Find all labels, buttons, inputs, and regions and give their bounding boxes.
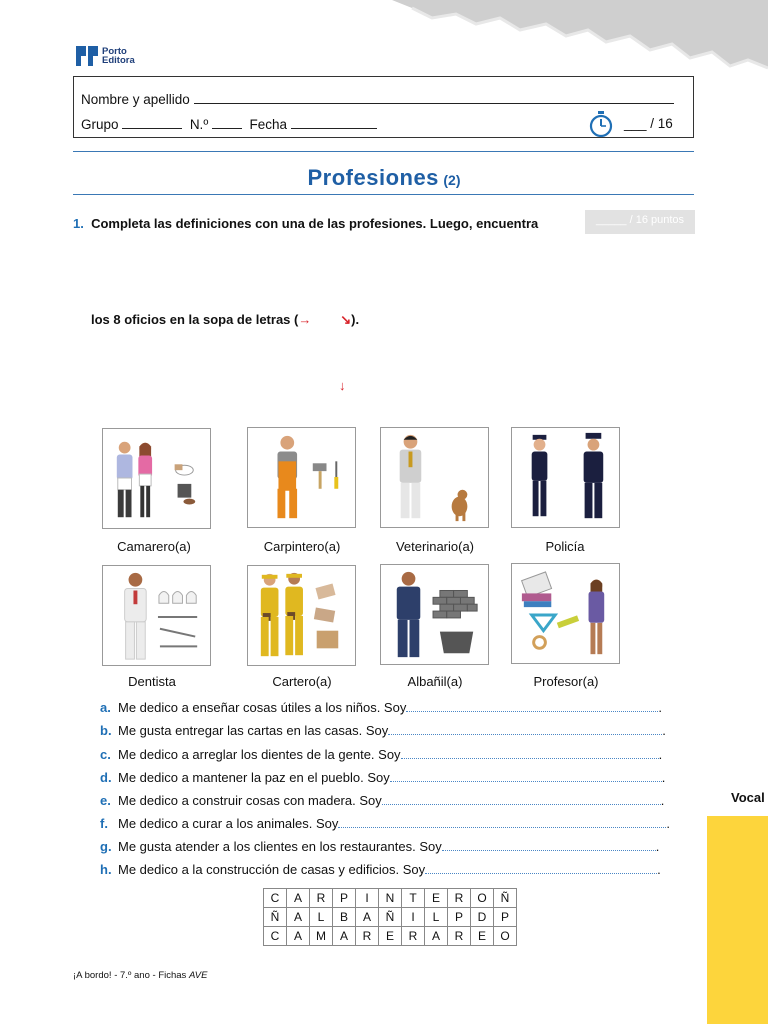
side-tab-label: Vocal: [731, 790, 765, 805]
label-dentista: Dentista: [128, 674, 176, 689]
answer-field-h[interactable]: [425, 862, 657, 874]
title-rule-bottom: [73, 194, 694, 195]
publisher-logo: [76, 46, 135, 66]
instruction-text-2: los 8 oficios en la sopa de letras (: [91, 312, 299, 327]
sentence-e: e. Me dedico a construir cosas con madera. Soy .: [100, 793, 665, 808]
footer-italic: AVE: [188, 970, 208, 981]
word-search-cell[interactable]: D: [471, 908, 494, 927]
date-label: Fecha: [249, 117, 288, 132]
card-bricklayer: [380, 564, 489, 665]
word-search-cell[interactable]: A: [356, 908, 379, 927]
veterinarian-icon: [381, 428, 488, 527]
side-tab: [707, 816, 768, 1024]
title-sub: (2): [443, 172, 461, 188]
group-field[interactable]: [122, 116, 182, 129]
word-search-cell[interactable]: E: [379, 927, 402, 946]
police-icon: [512, 428, 619, 527]
label-cartero: Cartero(a): [272, 674, 332, 689]
card-mail-carrier: [247, 565, 356, 666]
stopwatch-icon: [588, 110, 614, 138]
word-search-grid: [263, 888, 517, 946]
word-search-cell[interactable]: R: [402, 927, 425, 946]
arrow-right-icon: →: [298, 312, 312, 327]
name-label: Nombre y apellido: [81, 92, 190, 107]
sentence-f: f. Me dedico a curar a los animales. Soy .: [100, 816, 671, 831]
answer-field-b[interactable]: [388, 723, 662, 735]
word-search-cell[interactable]: C: [264, 889, 287, 908]
label-carpintero: Carpintero(a): [263, 539, 341, 554]
torn-paper-decoration: [0, 0, 768, 80]
label-albanil: Albañil(a): [407, 674, 463, 689]
waiters-icon: [103, 429, 210, 528]
word-search-cell[interactable]: A: [333, 927, 356, 946]
word-search-cell[interactable]: P: [333, 889, 356, 908]
word-search-cell[interactable]: A: [425, 927, 448, 946]
group-label: Grupo: [81, 117, 119, 132]
arrow-diagonal-icon: ↘: [340, 312, 352, 327]
instruction-text-1: Completa las definiciones con una de las profesiones. Luego, encuentra: [91, 216, 539, 231]
teacher-icon: [512, 564, 619, 663]
word-search-cell[interactable]: P: [448, 908, 471, 927]
word-search-cell[interactable]: R: [448, 927, 471, 946]
arrow-down-icon: ↓: [339, 378, 346, 393]
worksheet-title: [0, 165, 768, 191]
word-search-cell[interactable]: A: [287, 889, 310, 908]
sentence-a: a. Me dedico a enseñar cosas útiles a los niños. Soy .: [100, 700, 662, 715]
word-search-cell[interactable]: O: [494, 927, 517, 946]
word-search-cell[interactable]: L: [425, 908, 448, 927]
word-search-cell[interactable]: I: [402, 908, 425, 927]
sentence-d: d. Me dedico a mantener la paz en el pueblo. Soy .: [100, 770, 666, 785]
word-search-cell[interactable]: E: [425, 889, 448, 908]
footer-text: ¡A bordo! - 7.º ano - Fichas AVE: [73, 970, 208, 981]
title-main: Profesiones: [307, 165, 439, 190]
word-search-cell[interactable]: E: [471, 927, 494, 946]
word-search-cell[interactable]: I: [356, 889, 379, 908]
label-policia: Policía: [545, 539, 585, 554]
word-search-cell[interactable]: Ñ: [494, 889, 517, 908]
sentence-g: g. Me gusta atender a los clientes en los restaurantes. Soy .: [100, 839, 660, 854]
card-carpenter: [247, 427, 356, 528]
card-teacher: [511, 563, 620, 664]
word-search-cell[interactable]: P: [494, 908, 517, 927]
answer-field-a[interactable]: [406, 700, 658, 712]
sentence-c: c. Me dedico a arreglar los dientes de la gente. Soy .: [100, 747, 663, 762]
instruction-line1: [73, 216, 538, 231]
dentist-icon: [103, 566, 210, 665]
card-waiters: [102, 428, 211, 529]
card-dentist: [102, 565, 211, 666]
number-field[interactable]: [212, 116, 242, 129]
exercise-number: 1.: [73, 216, 84, 231]
word-search-row: [264, 927, 517, 946]
word-search-cell[interactable]: T: [402, 889, 425, 908]
answer-field-f[interactable]: [338, 816, 666, 828]
answer-field-d[interactable]: [390, 770, 662, 782]
answer-field-c[interactable]: [401, 747, 659, 759]
word-search-cell[interactable]: O: [471, 889, 494, 908]
word-search-cell[interactable]: L: [310, 908, 333, 927]
number-label: N.º: [189, 117, 209, 132]
word-search-cell[interactable]: N: [379, 889, 402, 908]
porto-editora-logo-icon: [76, 46, 98, 66]
word-search-cell[interactable]: Ñ: [264, 908, 287, 927]
title-rule-top: [73, 151, 694, 152]
word-search-cell[interactable]: A: [287, 908, 310, 927]
points-badge: _____ / 16 puntos: [585, 210, 695, 234]
label-veterinario: Veterinario(a): [395, 539, 475, 554]
total-score: ___ / 16: [624, 116, 673, 131]
mail-carrier-icon: [248, 566, 355, 665]
word-search-cell[interactable]: B: [333, 908, 356, 927]
instruction-line2: [91, 312, 359, 328]
word-search-row: [264, 889, 517, 908]
answer-field-e[interactable]: [382, 793, 661, 805]
word-search-cell[interactable]: R: [448, 889, 471, 908]
word-search-cell[interactable]: M: [310, 927, 333, 946]
date-field[interactable]: [291, 116, 377, 129]
bricklayer-icon: [381, 565, 488, 664]
card-veterinarian: [380, 427, 489, 528]
name-field[interactable]: [194, 91, 674, 104]
sentence-b: b. Me gusta entregar las cartas en las casas. Soy .: [100, 723, 666, 738]
instruction-text-3: ).: [351, 312, 360, 327]
answer-field-g[interactable]: [442, 839, 656, 851]
logo-line2: Editora: [102, 55, 135, 66]
word-search-row: [264, 908, 517, 927]
sentence-h: h. Me dedico a la construcción de casas y edificios. Soy .: [100, 862, 661, 877]
word-search-cell[interactable]: R: [310, 889, 333, 908]
label-camarero: Camarero(a): [117, 539, 191, 554]
label-profesor: Profesor(a): [533, 674, 599, 689]
carpenter-icon: [248, 428, 355, 527]
word-search-cell[interactable]: Ñ: [379, 908, 402, 927]
logo-line1: Porto: [102, 46, 127, 57]
word-search-cell[interactable]: C: [264, 927, 287, 946]
word-search-cell[interactable]: R: [356, 927, 379, 946]
card-police: [511, 427, 620, 528]
word-search-cell[interactable]: A: [287, 927, 310, 946]
